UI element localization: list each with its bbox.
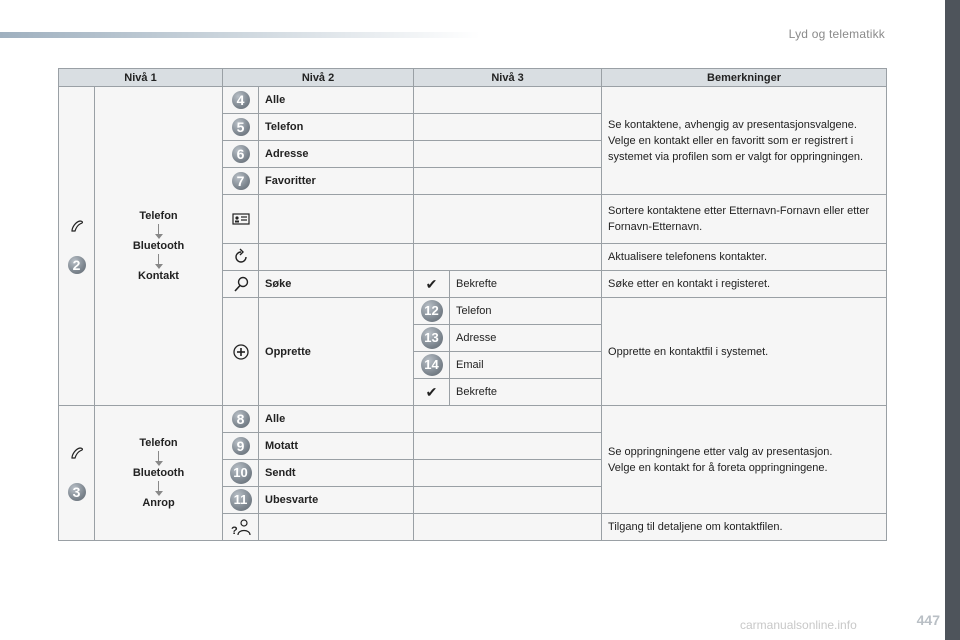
badge-4: 4 [232,91,250,109]
level2-item-telefon: Telefon [259,114,414,141]
badge-14: 14 [421,354,443,376]
table-row [59,87,887,114]
phone-icon [68,218,86,234]
badge-12: 12 [421,300,443,322]
badge-9: 9 [232,437,250,455]
menu-table [58,68,887,541]
level3-item-adresse: Adresse [450,325,602,352]
badge-6: 6 [232,145,250,163]
sort-contacts-icon [232,212,250,226]
level3-item-email: Email [450,352,602,379]
header-accent-bar [0,32,480,38]
level2-item-ubesvarte: Ubesvarte [259,487,414,514]
level1-badge: 2 [68,256,86,274]
level3-item-bekrefte: Bekrefte [450,379,602,406]
add-contact-icon [232,343,250,361]
level2-item-opprette: Opprette [259,298,414,406]
level1-path-cell [95,406,223,541]
checkmark-icon: ✔ [425,383,438,400]
level2-item-favoritter: Favoritter [259,168,414,195]
level2-item-adresse: Adresse [259,141,414,168]
remark-list-contacts: Se kontaktene, avhengig av presentasjonsvalgene. Velge en kontakt eller en favoritt som er registrert i systemet via profilen som er valgt for oppringningen. [602,87,887,195]
phone-icon [68,445,86,461]
watermark: carmanualsonline.info [740,618,857,632]
level3-item-bekrefte: Bekrefte [450,271,602,298]
level2-item-motatt: Motatt [259,433,414,460]
chain-arrow-icon [154,252,164,270]
remark-sort: Sortere kontaktene etter Etternavn-Fornavn eller etter Fornavn-Etternavn. [602,195,887,244]
column-header-level2: Nivå 2 [223,69,414,87]
level1-badge: 3 [68,483,86,501]
level1-cell [59,87,95,406]
chain-item-bluetooth: Bluetooth [132,240,185,252]
table-row [59,406,887,433]
chain-arrow-icon [154,479,164,497]
level2-item-sendt: Sendt [259,460,414,487]
checkmark-icon: ✔ [425,275,438,292]
badge-10: 10 [230,462,252,484]
contact-info-icon [230,518,252,536]
remark-refresh: Aktualisere telefonens kontakter. [602,244,887,271]
svg-text:?: ? [230,525,238,536]
badge-7: 7 [232,172,250,190]
chain-item-telefon: Telefon [139,210,178,222]
table-header-row [59,69,887,87]
chain-arrow-icon [154,222,164,240]
chain-item-bluetooth: Bluetooth [132,467,185,479]
remark-list-calls: Se oppringningene etter valg av presentasjon. Velge en kontakt for å foreta oppringningene. [602,406,887,514]
badge-13: 13 [421,327,443,349]
chain-item-anrop: Anrop [142,497,175,509]
chain-item-telefon: Telefon [139,437,178,449]
level2-item-soke: Søke [259,271,414,298]
badge-5: 5 [232,118,250,136]
chain-arrow-icon [154,449,164,467]
remark-search: Søke etter en kontakt i registeret. [602,271,887,298]
page-edge-strip [945,0,960,640]
badge-8: 8 [232,410,250,428]
refresh-icon [232,248,250,266]
level2-item-alle: Alle [259,87,414,114]
level2-item-alle: Alle [259,406,414,433]
column-header-remarks: Bemerkninger [602,69,887,87]
remark-create: Opprette en kontaktfil i systemet. [602,298,887,406]
page-header-title: Lyd og telematikk [788,27,885,41]
search-icon [232,275,250,293]
page-number: 447 [916,612,940,628]
chain-item-kontakt: Kontakt [138,270,179,282]
level3-item-telefon: Telefon [450,298,602,325]
level1-path-cell [95,87,223,406]
badge-11: 11 [230,489,252,511]
column-header-level3: Nivå 3 [414,69,602,87]
level1-cell [59,406,95,541]
remark-info: Tilgang til detaljene om kontaktfilen. [602,514,887,541]
column-header-level1: Nivå 1 [59,69,223,87]
